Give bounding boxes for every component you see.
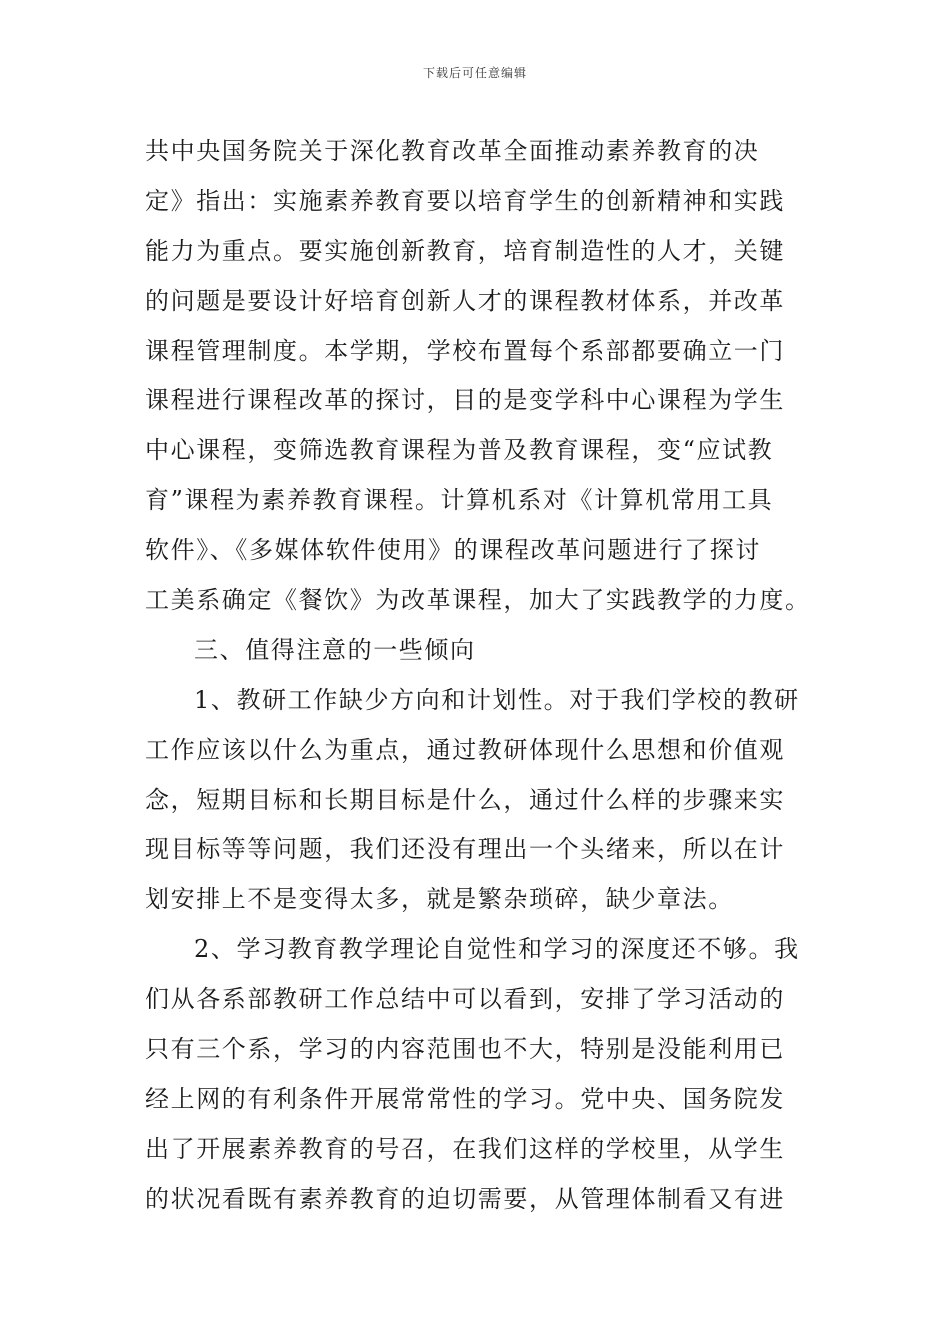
text-line: 们从各系部教研工作总结中可以看到，安排了学习活动的 xyxy=(145,985,785,1014)
text-line: 只有三个系，学习的内容范围也不大，特别是没能利用已 xyxy=(145,1035,785,1064)
section-heading: 三、值得注意的一些倾向 xyxy=(194,635,476,664)
text-line: 育”课程为素养教育课程。计算机系对《计算机常用工具 xyxy=(145,486,774,515)
text-line: 课程进行课程改革的探讨，目的是变学科中心课程为学生 xyxy=(145,386,785,415)
text-line: 软件》、《多媒体软件使用》的课程改革问题进行了探讨 xyxy=(145,536,761,565)
text-line: 工美系确定《餐饮》为改革课程，加大了实践教学的力度。 xyxy=(145,586,811,615)
text-line: 2、学习教育教学理论自觉性和学习的深度还不够。我 xyxy=(194,935,800,964)
text-line: 出了开展素养教育的号召，在我们这样的学校里，从学生 xyxy=(145,1134,785,1163)
text-line: 中心课程，变筛选教育课程为普及教育课程，变“应试教 xyxy=(145,436,774,465)
text-line: 课程管理制度。本学期，学校布置每个系部都要确立一门 xyxy=(145,336,785,365)
text-line: 能力为重点。要实施创新教育，培育制造性的人才，关键 xyxy=(145,236,785,265)
text-line: 1、教研工作缺少方向和计划性。对于我们学校的教研 xyxy=(194,685,800,714)
text-line: 现目标等等问题，我们还没有理出一个头绪来，所以在计 xyxy=(145,835,785,864)
page-header-note: 下载后可任意编辑 xyxy=(422,66,527,80)
text-line: 划安排上不是变得太多，就是繁杂琐碎，缺少章法。 xyxy=(145,885,734,914)
text-line: 的问题是要设计好培育创新人才的课程教材体系，并改革 xyxy=(145,286,785,315)
body-text xyxy=(145,127,810,1225)
text-line: 念，短期目标和长期目标是什么，通过什么样的步骤来实 xyxy=(145,785,785,814)
text-line: 经上网的有利条件开展常常性的学习。党中央、国务院发 xyxy=(145,1084,785,1113)
text-line: 的状况看既有素养教育的迫切需要，从管理体制看又有进 xyxy=(145,1184,785,1213)
text-line: 工作应该以什么为重点，通过教研体现什么思想和价值观 xyxy=(145,735,785,764)
text-line: 定》指出：实施素养教育要以培育学生的创新精神和实践 xyxy=(145,186,785,215)
text-line: 共中央国务院关于深化教育改革全面推动素养教育的决 xyxy=(145,137,760,165)
